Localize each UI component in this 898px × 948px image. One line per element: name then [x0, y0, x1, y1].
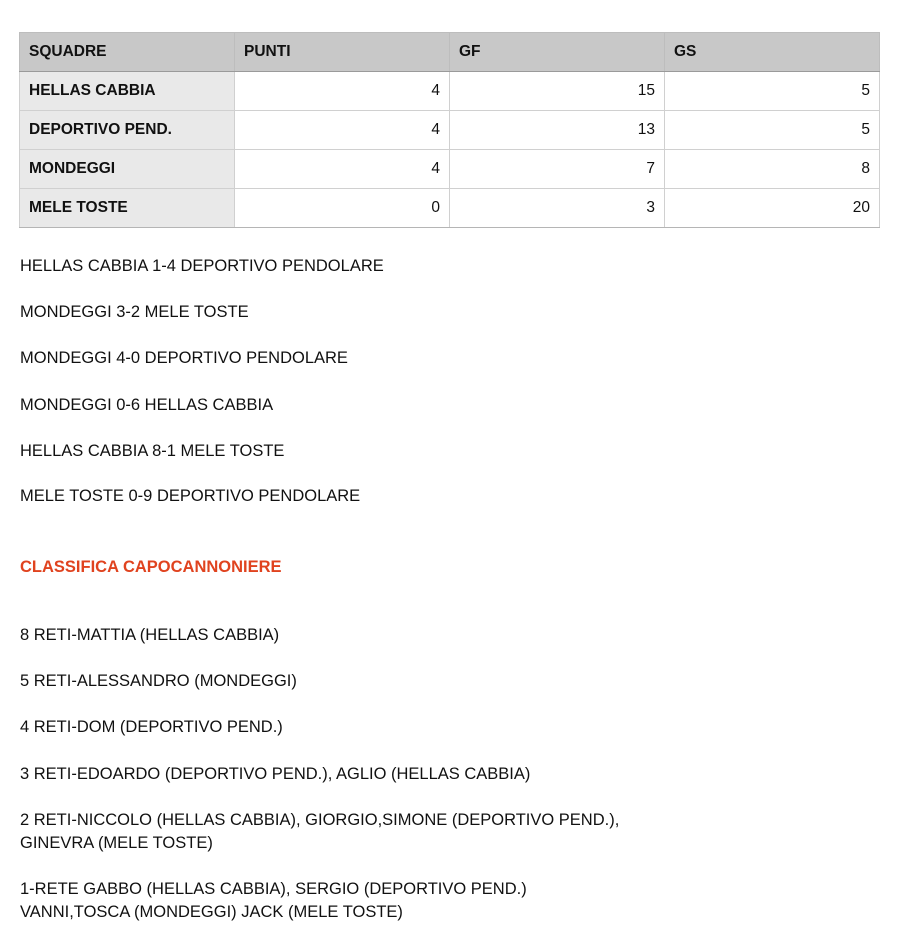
scorer-line: GINEVRA (MELE TOSTE): [20, 834, 213, 852]
match-result-line: MONDEGGI 0-6 HELLAS CABBIA: [20, 396, 274, 414]
match-result-line: MELE TOSTE 0-9 DEPORTIVO PENDOLARE: [20, 487, 361, 505]
team-name-cell: MONDEGGI: [20, 150, 235, 189]
column-header-squadre: SQUADRE: [20, 33, 235, 72]
scorer-line: 3 RETI-EDOARDO (DEPORTIVO PEND.), AGLIO (HELLAS CABBIA): [20, 765, 531, 783]
table-row: [20, 150, 880, 189]
team-name-cell: DEPORTIVO PEND.: [20, 111, 235, 150]
scorer-line: VANNI,TOSCA (MONDEGGI) JACK (MELE TOSTE): [20, 903, 403, 921]
column-header-punti: PUNTI: [235, 33, 450, 72]
scorer-line: 2 RETI-NICCOLO (HELLAS CABBIA), GIORGIO,SIMONE (DEPORTIVO PEND.),: [20, 811, 620, 829]
goals-against-cell: 20: [665, 189, 880, 228]
goals-for-cell: 13: [450, 111, 665, 150]
goals-for-cell: 7: [450, 150, 665, 189]
match-result-line: MONDEGGI 4-0 DEPORTIVO PENDOLARE: [20, 349, 348, 367]
goals-against-cell: 8: [665, 150, 880, 189]
points-cell: 4: [235, 72, 450, 111]
team-name-cell: MELE TOSTE: [20, 189, 235, 228]
points-cell: 4: [235, 111, 450, 150]
column-header-gs: GS: [665, 33, 880, 72]
match-result-line: HELLAS CABBIA 1-4 DEPORTIVO PENDOLARE: [20, 257, 384, 275]
points-cell: 4: [235, 150, 450, 189]
goals-for-cell: 15: [450, 72, 665, 111]
scorer-line: 1-RETE GABBO (HELLAS CABBIA), SERGIO (DEPORTIVO PEND.): [20, 880, 527, 898]
goals-against-cell: 5: [665, 72, 880, 111]
scorer-line: 8 RETI-MATTIA (HELLAS CABBIA): [20, 626, 280, 644]
table-row: [20, 111, 880, 150]
scorer-line: 5 RETI-ALESSANDRO (MONDEGGI): [20, 672, 297, 690]
match-result-line: HELLAS CABBIA 8-1 MELE TOSTE: [20, 442, 285, 460]
goals-for-cell: 3: [450, 189, 665, 228]
table-header-row: [20, 33, 880, 72]
table-row: [20, 189, 880, 228]
standings-table: [19, 32, 880, 228]
points-cell: 0: [235, 189, 450, 228]
match-result-line: MONDEGGI 3-2 MELE TOSTE: [20, 303, 249, 321]
scorer-line: 4 RETI-DOM (DEPORTIVO PEND.): [20, 718, 283, 736]
column-header-gf: GF: [450, 33, 665, 72]
scorers-title: CLASSIFICA CAPOCANNONIERE: [20, 558, 282, 576]
team-name-cell: HELLAS CABBIA: [20, 72, 235, 111]
table-row: [20, 72, 880, 111]
goals-against-cell: 5: [665, 111, 880, 150]
